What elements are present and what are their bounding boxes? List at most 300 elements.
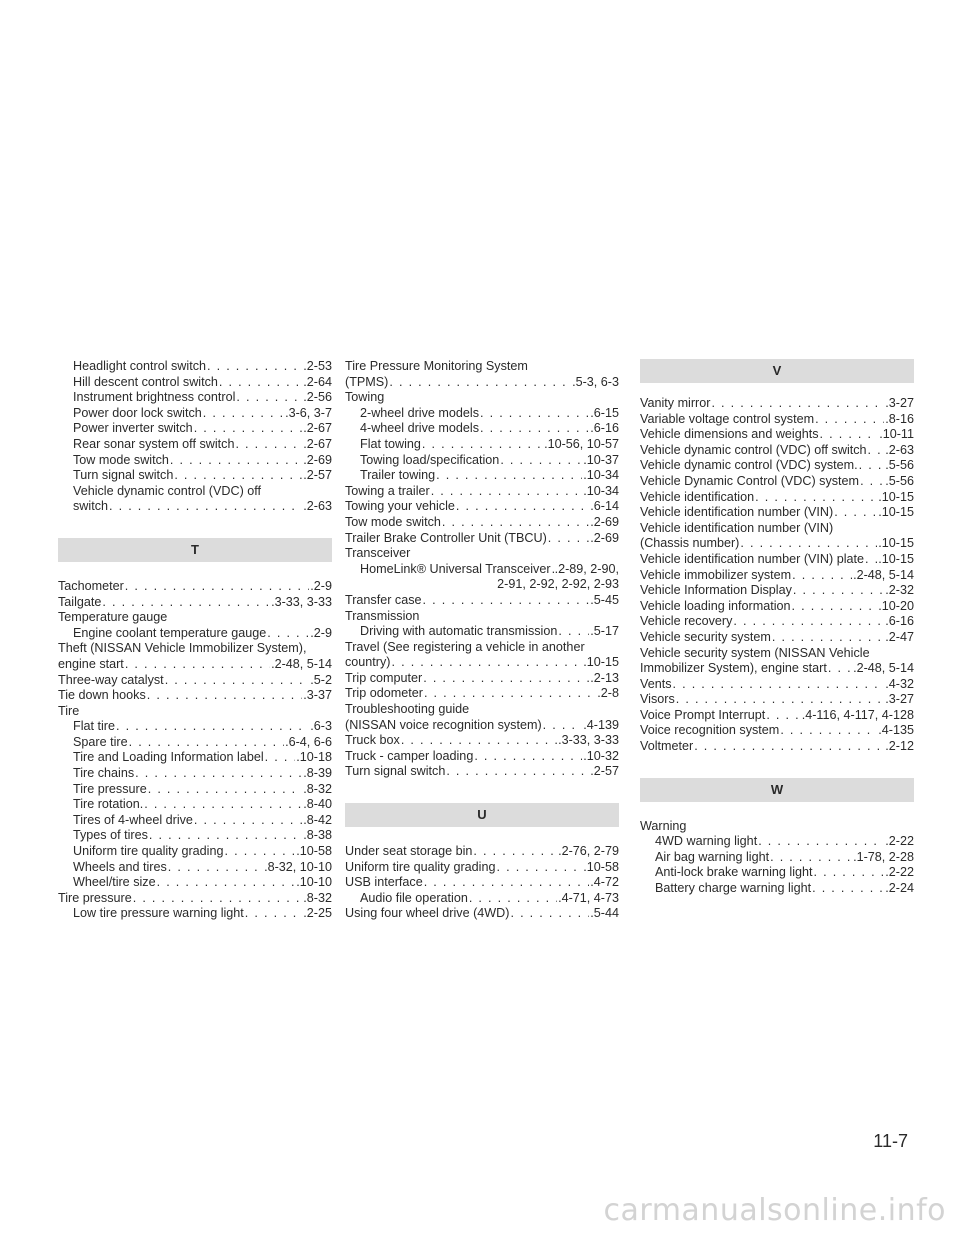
dot-leader <box>129 735 284 751</box>
index-entry <box>640 505 914 521</box>
index-entry <box>58 453 332 469</box>
entry-label: Air bag warning light <box>655 849 770 864</box>
entry-label: (Chassis number) <box>640 536 740 551</box>
index-entry <box>58 421 332 437</box>
index-entry <box>345 453 619 469</box>
entry-page-ref: .8-16 <box>885 411 914 426</box>
entry-label: Vents <box>640 676 672 691</box>
dot-leader <box>740 536 877 552</box>
dot-leader <box>265 750 296 766</box>
dot-leader <box>442 515 589 531</box>
index-entry <box>640 865 914 881</box>
entry-page-ref: .2-22 <box>885 865 914 880</box>
entry-label: country) <box>345 655 391 670</box>
dot-leader <box>820 427 879 443</box>
entry-label: Vehicle Information Display <box>640 583 792 598</box>
dot-leader <box>423 671 589 687</box>
entry-page-ref: .2-57 <box>303 468 332 483</box>
entry-page-ref: .2-47 <box>885 629 914 644</box>
index-entry <box>58 359 332 375</box>
entry-label: Tire pressure <box>73 781 147 796</box>
index-entry <box>58 595 332 611</box>
entry-page-ref: .3-33, 3-33 <box>271 594 332 609</box>
index-entry <box>640 490 914 506</box>
entry-label: (NISSAN voice recognition system) <box>345 717 542 732</box>
index-entry <box>345 406 619 422</box>
dot-leader <box>147 688 303 704</box>
dot-leader <box>770 850 852 866</box>
entry-label: Trip odometer <box>345 686 423 701</box>
dot-leader <box>168 860 263 876</box>
index-entry <box>58 657 332 673</box>
dot-leader <box>389 375 571 391</box>
index-entry <box>345 468 619 484</box>
entry-page-ref: .10-32 <box>583 748 619 763</box>
entry-page-ref: .5-17 <box>590 624 619 639</box>
dot-leader <box>473 844 557 860</box>
index-entry <box>640 677 914 693</box>
entry-page-ref: .5-56 <box>885 458 914 473</box>
entry-page-ref: .6-15 <box>590 405 619 420</box>
index-heading: Temperature gauge <box>58 610 168 625</box>
dot-leader <box>469 891 557 907</box>
entry-page-ref: .8-32 <box>303 781 332 796</box>
entry-label: Trip computer <box>345 670 423 685</box>
dot-leader <box>401 733 557 749</box>
dot-leader <box>780 723 877 739</box>
index-entry <box>640 630 914 646</box>
entry-page-ref: .2-32 <box>885 583 914 598</box>
entry-label: Vehicle dynamic control (VDC) system. <box>640 458 858 473</box>
entry-page-ref: .1-78, 2-28 <box>853 849 914 864</box>
index-entry <box>58 813 332 829</box>
index-entry <box>345 484 619 500</box>
entry-page-ref: .2-69 <box>303 452 332 467</box>
dot-leader <box>102 595 270 611</box>
index-heading: Travel (See registering a vehicle in another <box>345 639 585 654</box>
section-letter-header: V <box>640 359 914 383</box>
dot-leader <box>812 881 884 897</box>
entry-label: Spare tire <box>73 734 128 749</box>
index-entry <box>58 406 332 422</box>
index-entry <box>345 562 619 578</box>
entry-label: Trailer towing <box>360 468 436 483</box>
entry-label: switch <box>73 499 108 514</box>
entry-label: Instrument brightness control <box>73 390 236 405</box>
entry-label: USB interface <box>345 875 423 890</box>
index-entry <box>58 468 332 484</box>
entry-page-ref: .3-27 <box>885 692 914 707</box>
index-entry <box>640 692 914 708</box>
dot-leader <box>194 813 302 829</box>
entry-label: Driving with automatic transmission <box>360 624 558 639</box>
entry-label: Tire pressure <box>58 890 132 905</box>
dot-leader <box>125 657 270 673</box>
index-entry <box>58 875 332 891</box>
entry-page-ref: .10-56, 10-57 <box>544 436 619 451</box>
index-heading: Troubleshooting guide <box>345 702 470 717</box>
dot-leader <box>170 453 302 469</box>
dot-leader <box>865 552 877 568</box>
index-heading: Transceiver <box>345 546 411 561</box>
index-entry <box>640 850 914 866</box>
entry-label: Three-way catalyst <box>58 672 164 687</box>
entry-label: Variable voltage control system <box>640 411 815 426</box>
dot-leader <box>480 406 589 422</box>
page-number: 11-7 <box>873 1131 908 1151</box>
entry-page-ref: .4-116, 4-117, 4-128 <box>801 707 914 722</box>
dot-leader <box>793 583 884 599</box>
index-entry <box>640 881 914 897</box>
dot-leader <box>733 614 884 630</box>
entry-label: Voltmeter <box>640 739 694 754</box>
entry-page-ref: .6-14 <box>590 499 619 514</box>
index-entry <box>345 718 619 734</box>
entry-label: Vehicle Dynamic Control (VDC) system <box>640 473 860 488</box>
index-entry <box>640 552 914 568</box>
index-heading: Vehicle dynamic control (VDC) off <box>73 483 262 498</box>
entry-page-ref: .10-15 <box>878 505 914 520</box>
entry-page-ref: .2-67 <box>303 436 332 451</box>
entry-label: Uniform tire quality grading <box>73 844 224 859</box>
entry-page-ref: .5-2 <box>310 672 332 687</box>
entry-page-ref: .3-33, 3-33 <box>558 733 619 748</box>
entry-page-ref: .2-56 <box>303 390 332 405</box>
dot-leader <box>207 359 302 375</box>
index-entry <box>345 686 619 702</box>
entry-page-ref: .2-25 <box>303 906 332 921</box>
index-entry <box>640 739 914 755</box>
dot-leader <box>424 686 596 702</box>
entry-label: Power door lock switch <box>73 405 202 420</box>
index-entry <box>58 375 332 391</box>
entry-label: Hill descent control switch <box>73 374 218 389</box>
entry-label: Tire chains <box>73 766 135 781</box>
dot-leader <box>558 624 589 640</box>
entry-page-ref: .8-40 <box>303 797 332 812</box>
index-entry <box>640 708 914 724</box>
index-entry <box>345 860 619 876</box>
entry-label: Visors <box>640 692 675 707</box>
entry-label: Low tire pressure warning light <box>73 906 244 921</box>
entry-page-ref: .5-45 <box>590 592 619 607</box>
entry-label: Towing a trailer <box>345 483 430 498</box>
index-entry <box>345 844 619 860</box>
entry-label: 4WD warning light <box>655 834 758 849</box>
dot-leader <box>423 593 590 609</box>
entry-page-ref: .2-12 <box>885 739 914 754</box>
entry-label: Vanity mirror <box>640 396 711 410</box>
entry-label: 4-wheel drive models <box>360 421 479 436</box>
entry-label: engine start <box>58 656 124 671</box>
entry-page-ref: .10-15 <box>878 536 914 551</box>
dot-leader <box>109 499 302 515</box>
entry-label: Vehicle recovery <box>640 614 733 629</box>
index-entry <box>345 671 619 687</box>
index-entry <box>640 834 914 850</box>
entry-label: Vehicle dimensions and weights <box>640 427 819 442</box>
entry-label: Voice Prompt Interrupt <box>640 707 766 722</box>
entry-page-ref: .3-37 <box>303 688 332 703</box>
index-entry <box>640 536 914 552</box>
index-entry <box>345 875 619 891</box>
entry-label: Flat tire <box>73 719 115 734</box>
entry-label: Vehicle identification number (VIN) <box>640 505 834 520</box>
entry-label: Trailer Brake Controller Unit (TBCU) <box>345 530 547 545</box>
index-entry <box>345 593 619 609</box>
dot-leader <box>828 661 852 677</box>
entry-label: Headlight control switch <box>73 359 206 373</box>
dot-leader <box>424 875 590 891</box>
entry-label: 2-wheel drive models <box>360 405 479 420</box>
entry-page-ref: .3-27 <box>885 396 914 410</box>
entry-page-ref: .10-58 <box>296 844 332 859</box>
entry-label: Vehicle security system <box>640 629 771 644</box>
entry-label: Uniform tire quality grading <box>345 859 496 874</box>
index-entry <box>345 515 619 531</box>
dot-leader <box>676 692 885 708</box>
entry-page-ref: .2-89, 2-90, <box>554 561 619 576</box>
index-column-1 <box>58 359 332 922</box>
entry-label: Under seat storage bin <box>345 844 473 859</box>
index-heading: Vehicle security system (NISSAN Vehicle <box>640 645 870 660</box>
dot-leader <box>497 860 583 876</box>
dot-leader <box>772 630 884 646</box>
entry-page-ref: .10-58 <box>583 859 619 874</box>
dot-leader <box>236 390 302 406</box>
entry-page-ref: .6-3 <box>310 719 332 734</box>
index-heading: Warning <box>640 818 687 833</box>
entry-page-ref: .10-34 <box>583 483 619 498</box>
dot-leader <box>219 375 302 391</box>
entry-label: Tow mode switch <box>345 514 441 529</box>
dot-leader <box>431 484 583 500</box>
index-entry <box>58 782 332 798</box>
dot-leader <box>834 505 877 521</box>
index-entry <box>345 624 619 640</box>
dot-leader <box>766 708 800 724</box>
entry-page-ref: .10-37 <box>583 452 619 467</box>
entry-page-ref: .2-13 <box>590 670 619 685</box>
entry-label: Types of tires <box>73 828 148 843</box>
section-letter-header: W <box>640 778 914 802</box>
entry-label: Tailgate <box>58 594 102 609</box>
index-entry <box>58 673 332 689</box>
index-entry <box>58 579 332 595</box>
index-entry <box>58 719 332 735</box>
index-entry <box>345 421 619 437</box>
index-entry <box>640 396 914 412</box>
entry-page-ref: .2-67 <box>303 421 332 436</box>
entry-page-ref: .6-4, 6-6 <box>285 734 332 749</box>
footer <box>0 1168 960 1242</box>
index-entry <box>640 458 914 474</box>
dot-leader <box>814 865 885 881</box>
entry-label: Engine coolant temperature gauge <box>73 625 267 640</box>
index-entry <box>58 750 332 766</box>
index-entry <box>58 797 332 813</box>
entry-page-ref: .4-72 <box>590 875 619 890</box>
index-entry <box>345 906 619 922</box>
entry-page-ref: .2-48, 5-14 <box>853 567 914 582</box>
entry-label: HomeLink® Universal Transceiver <box>360 561 551 576</box>
entry-label: Power inverter switch <box>73 421 193 436</box>
index-entry <box>58 844 332 860</box>
dot-leader <box>245 906 302 922</box>
entry-label: Wheels and tires <box>73 859 167 874</box>
index-column-2 <box>345 359 619 922</box>
index-entry <box>345 499 619 515</box>
index-entry <box>58 499 332 515</box>
entry-page-ref: .5-44 <box>590 906 619 921</box>
dot-leader <box>673 677 885 693</box>
index-page-continuation: 2-91, 2-92, 2-92, 2-93 <box>497 577 619 592</box>
dot-leader <box>758 834 884 850</box>
entry-label: Towing load/specification <box>360 452 500 467</box>
watermark-text[interactable]: carmanualsonline.info <box>603 1193 946 1228</box>
dot-leader <box>135 766 302 782</box>
entry-label: Turn signal switch <box>345 764 446 779</box>
entry-page-ref: .4-135 <box>878 723 914 738</box>
entry-label: Truck box <box>345 733 400 748</box>
dot-leader <box>474 749 582 765</box>
index-entry <box>58 766 332 782</box>
entry-label: Vehicle loading information <box>640 598 791 613</box>
entry-page-ref: .2-63 <box>303 499 332 514</box>
index-entry <box>345 655 619 671</box>
entry-page-ref: .10-15 <box>583 655 619 670</box>
dot-leader <box>194 421 303 437</box>
entry-label: Battery charge warning light <box>655 881 812 896</box>
entry-label: Tire rotation. <box>73 797 144 812</box>
index-entry <box>640 474 914 490</box>
index-entry <box>58 390 332 406</box>
entry-page-ref: .2-24 <box>885 881 914 896</box>
index-entry <box>345 733 619 749</box>
entry-page-ref: .8-38 <box>303 828 332 843</box>
entry-page-ref: .2-22 <box>885 834 914 849</box>
index-heading: Transmission <box>345 608 420 623</box>
index-entry <box>640 583 914 599</box>
entry-page-ref: .10-15 <box>878 551 914 566</box>
entry-page-ref: .2-63 <box>885 442 914 457</box>
dot-leader <box>267 626 309 642</box>
index-entry <box>345 891 619 907</box>
entry-page-ref: .2-64 <box>303 374 332 389</box>
entry-page-ref: .2-9 <box>310 578 332 593</box>
index-heading: Towing <box>345 390 385 405</box>
entry-label: Tow mode switch <box>73 452 169 467</box>
entry-page-ref: .2-48, 5-14 <box>271 656 332 671</box>
dot-leader <box>860 474 884 490</box>
index-column-3 <box>640 359 914 897</box>
index-entry <box>345 749 619 765</box>
dot-leader <box>711 396 884 412</box>
entry-label: Vehicle identification <box>640 489 755 504</box>
dot-leader <box>543 718 583 734</box>
entry-page-ref: .5-56 <box>885 473 914 488</box>
entry-label: Transfer case <box>345 592 422 607</box>
entry-page-ref: .10-10 <box>296 875 332 890</box>
entry-page-ref: .10-34 <box>583 468 619 483</box>
entry-page-ref: .4-32 <box>885 676 914 691</box>
entry-page-ref: .6-16 <box>590 421 619 436</box>
index-entry <box>345 375 619 391</box>
index-entry <box>640 443 914 459</box>
dot-leader <box>792 568 852 584</box>
dot-leader <box>548 531 590 547</box>
dot-leader <box>203 406 284 422</box>
entry-label: Towing your vehicle <box>345 499 455 514</box>
entry-label: Rear sonar system off switch <box>73 436 235 451</box>
dot-leader <box>149 828 302 844</box>
dot-leader <box>165 673 310 689</box>
entry-page-ref: .4-139 <box>583 717 619 732</box>
index-entry <box>58 828 332 844</box>
index-entry <box>640 723 914 739</box>
dot-leader <box>868 443 885 459</box>
entry-label: Vehicle immobilizer system <box>640 567 792 582</box>
index-entry <box>345 437 619 453</box>
index-entry <box>58 688 332 704</box>
entry-page-ref: .2-69 <box>590 514 619 529</box>
dot-leader <box>174 468 302 484</box>
dot-leader <box>148 782 303 798</box>
dot-leader <box>446 764 589 780</box>
index-entry <box>345 764 619 780</box>
entry-label: Wheel/tire size <box>73 875 156 890</box>
entry-label: Anti-lock brake warning light <box>655 865 813 880</box>
entry-page-ref: .2-53 <box>303 359 332 373</box>
entry-label: Flat towing <box>360 436 421 451</box>
dot-leader <box>225 844 296 860</box>
entry-label: Immobilizer System), engine start <box>640 661 827 676</box>
entry-page-ref: .8-42 <box>303 812 332 827</box>
dot-leader <box>133 891 303 907</box>
dot-leader <box>392 655 583 671</box>
entry-label: Using four wheel drive (4WD) <box>345 906 510 921</box>
index-heading: Vehicle identification number (VIN) <box>640 520 834 535</box>
entry-label: Audio file operation <box>360 890 468 905</box>
entry-label: Tie down hooks <box>58 688 146 703</box>
entry-page-ref: .2-69 <box>590 530 619 545</box>
dot-leader <box>235 437 302 453</box>
entry-page-ref: .8-32 <box>303 890 332 905</box>
dot-leader <box>456 499 589 515</box>
entry-page-ref: .2-76, 2-79 <box>558 844 619 859</box>
entry-label: Tire and Loading Information label <box>73 750 264 765</box>
dot-leader <box>552 562 554 578</box>
entry-page-ref: .2-48, 5-14 <box>853 661 914 676</box>
entry-label: (TPMS) <box>345 374 389 389</box>
entry-page-ref: .5-3, 6-3 <box>572 374 619 389</box>
index-entry <box>345 531 619 547</box>
entry-page-ref: .10-20 <box>878 598 914 613</box>
entry-label: Turn signal switch <box>73 468 174 483</box>
dot-leader <box>116 719 309 735</box>
dot-leader <box>125 579 310 595</box>
dot-leader <box>422 437 543 453</box>
dot-leader <box>436 468 582 484</box>
entry-label: Voice recognition system <box>640 723 780 738</box>
entry-page-ref: .2-8 <box>597 686 619 701</box>
entry-page-ref: .10-11 <box>879 427 914 442</box>
entry-page-ref: .2-9 <box>310 625 332 640</box>
index-entry <box>58 735 332 751</box>
index-heading: Tire Pressure Monitoring System <box>345 359 528 373</box>
dot-leader <box>859 458 885 474</box>
entry-label: Vehicle identification number (VIN) plate <box>640 551 865 566</box>
